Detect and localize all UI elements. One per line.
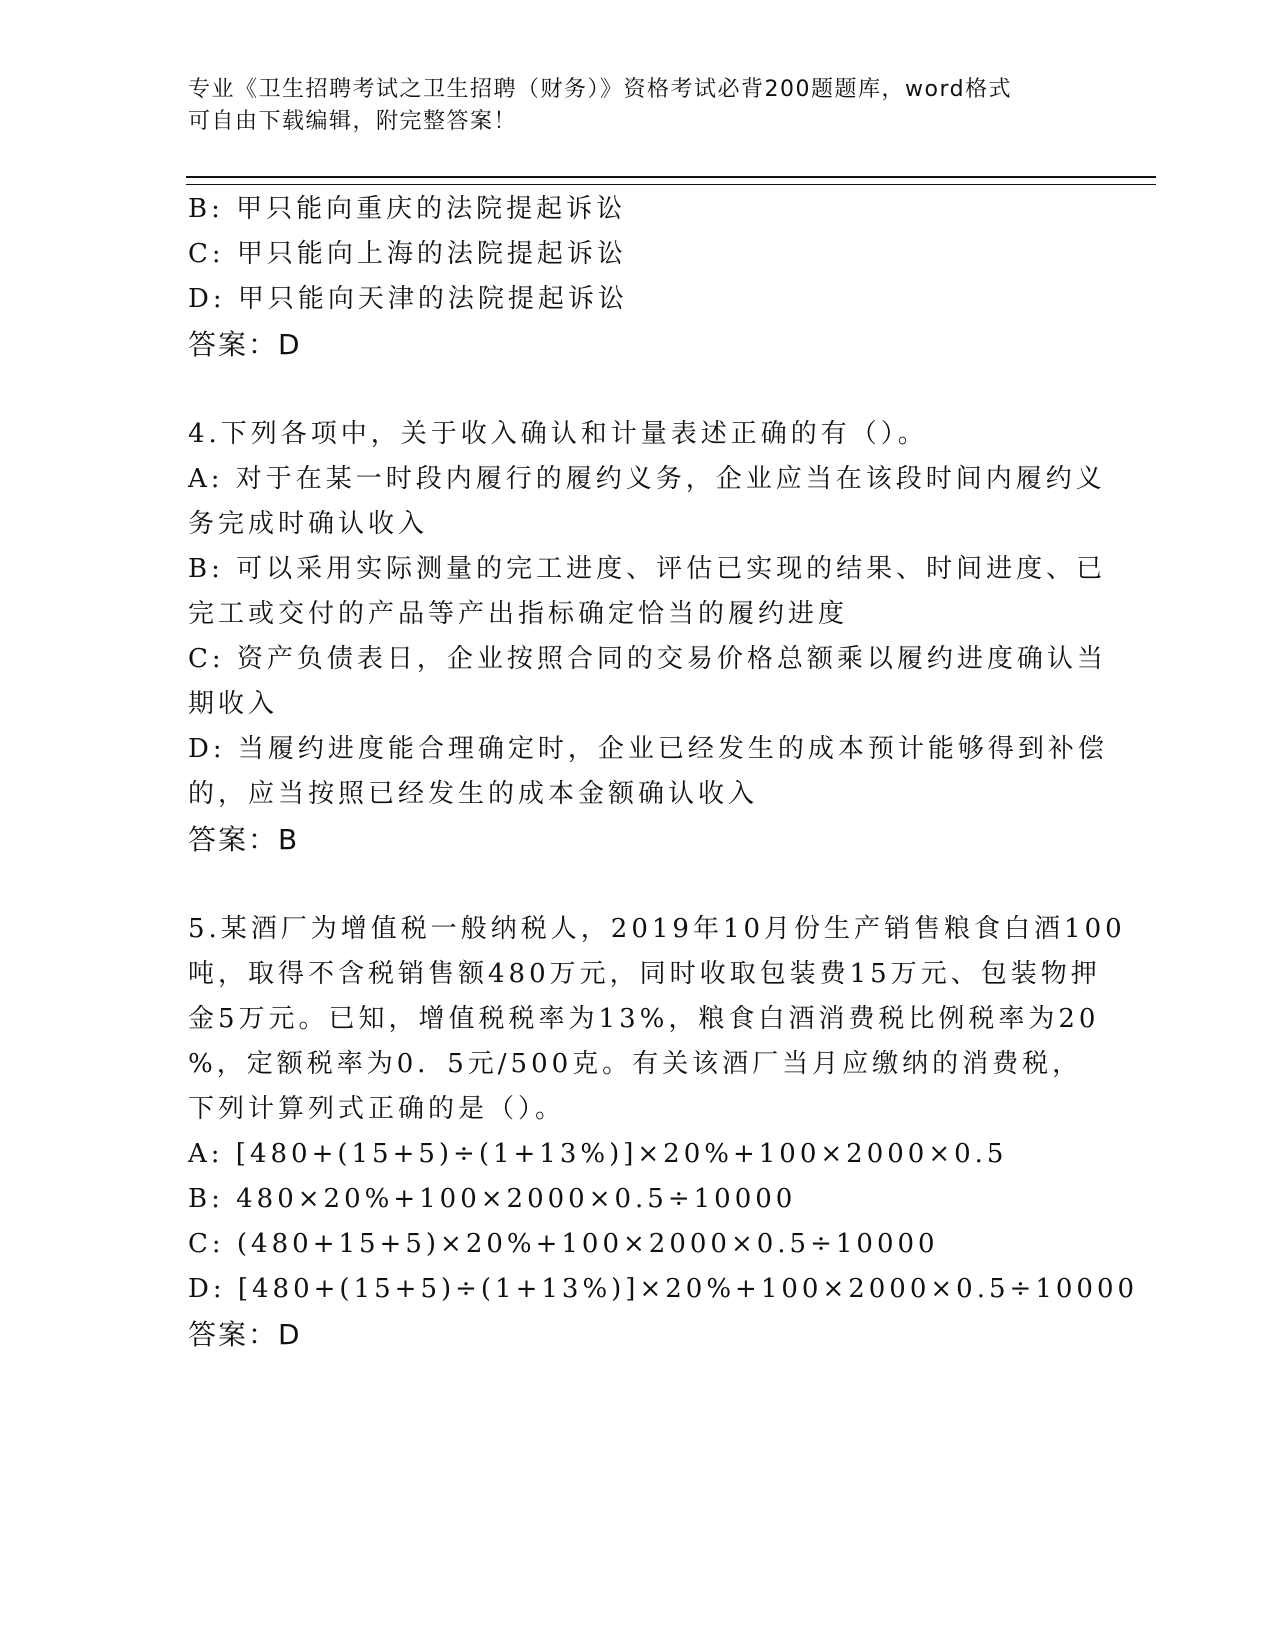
option-b: B: 甲只能向重庆的法院提起诉讼	[188, 194, 627, 224]
option-a: A: [480+(15+5)÷(1+13%)]×20%+100×2000×0.5	[188, 1139, 1008, 1169]
option-a-line-2: 务完成时确认收入	[188, 509, 429, 539]
answer: 答案：D	[188, 1318, 302, 1351]
question-3-tail	[188, 187, 1088, 367]
question-stem: 4.下列各项中，关于收入确认和计量表述正确的有（）。	[188, 419, 928, 449]
option-b-line-1: B: 可以采用实际测量的完工进度、评估已实现的结果、时间进度、已	[188, 554, 1107, 584]
option-d-line-2: 的，应当按照已经发生的成本金额确认收入	[188, 779, 759, 809]
question-stem-line-3: 金5万元。已知，增值税税率为13%，粮食白酒消费税比例税率为20	[188, 1004, 1100, 1034]
option-c-line-2: 期收入	[188, 689, 279, 719]
document-body	[188, 187, 1139, 1357]
spacer	[188, 862, 1088, 907]
question-stem-line-5: 下列计算列式正确的是（）。	[188, 1094, 566, 1124]
option-d-line-1: D: 当履约进度能合理确定时，企业已经发生的成本预计能够得到补偿	[188, 734, 1108, 764]
question-5	[188, 907, 1139, 1357]
question-4	[188, 412, 1108, 862]
option-c: C: (480+15+5)×20%+100×2000×0.5÷10000	[188, 1229, 939, 1259]
question-stem-line-2: 吨，取得不含税销售额480万元，同时收取包装费15万元、包装物押	[188, 959, 1101, 989]
option-b: B: 480×20%+100×2000×0.5÷10000	[188, 1184, 797, 1214]
option-c-line-1: C: 资产负债表日，企业按照合同的交易价格总额乘以履约进度确认当	[188, 644, 1107, 674]
answer: 答案：B	[188, 823, 300, 856]
question-stem-line-1: 5.某酒厂为增值税一般纳税人，2019年10月份生产销售粮食白酒100	[188, 914, 1126, 944]
header-line-2: 可自由下载编辑，附完整答案！	[188, 109, 518, 134]
document-header	[188, 74, 1088, 138]
header-line-1: 专业《卫生招聘考试之卫生招聘（财务）》资格考试必背200题题库，word格式	[188, 77, 1013, 102]
option-a-line-1: A: 对于在某一时段内履行的履约义务，企业应当在该段时间内履约义	[188, 464, 1106, 494]
spacer	[188, 367, 1088, 412]
answer: 答案：D	[188, 328, 302, 361]
question-stem-line-4: %，定额税率为0．5元/500克。有关该酒厂当月应缴纳的消费税，	[188, 1049, 1083, 1079]
header-divider	[186, 176, 1156, 185]
option-d: D: 甲只能向天津的法院提起诉讼	[188, 284, 628, 314]
option-b-line-2: 完工或交付的产品等产出指标确定恰当的履约进度	[188, 599, 849, 629]
option-c: C: 甲只能向上海的法院提起诉讼	[188, 239, 627, 269]
option-d: D: [480+(15+5)÷(1+13%)]×20%+100×2000×0.5÷10000	[188, 1274, 1139, 1304]
